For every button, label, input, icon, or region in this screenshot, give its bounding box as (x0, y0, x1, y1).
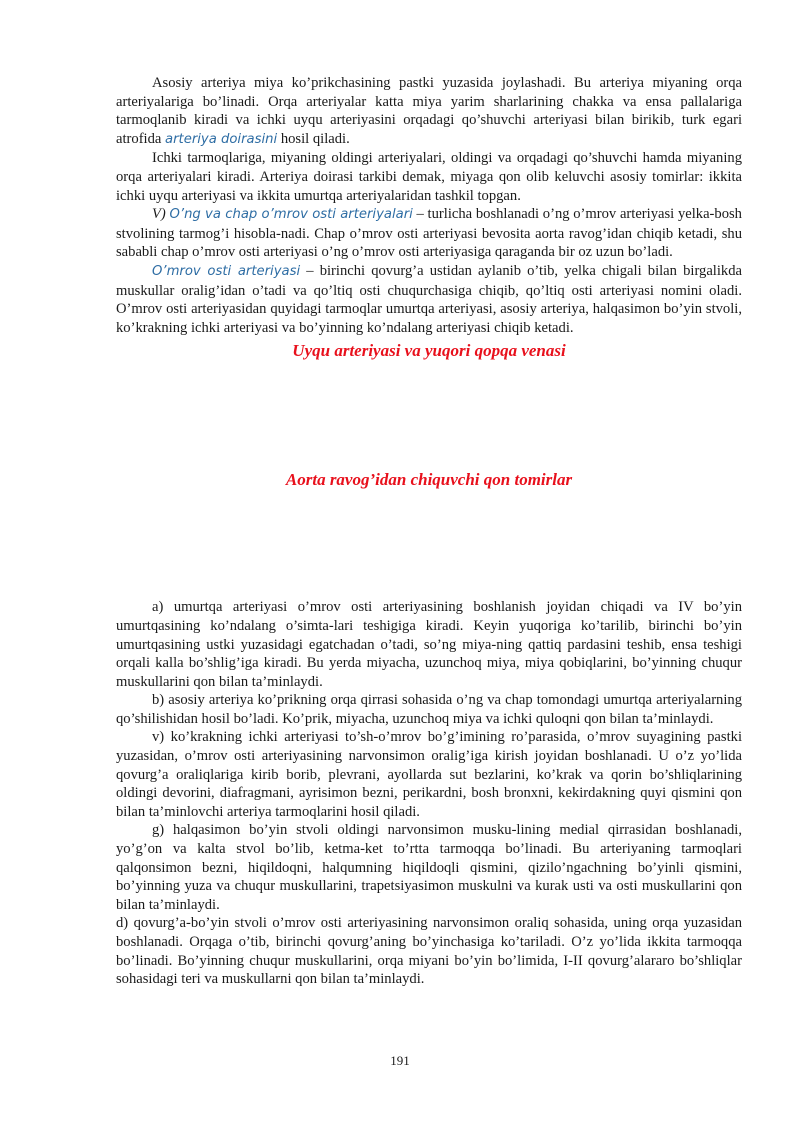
figure-placeholder-1 (116, 362, 742, 469)
paragraph-text: – birinchi qovurg’a ustidan aylanib o’tib, yelka chigali bilan birgalikda muskullar oralig’idan o’tadi va qo’ltiq osti chuqurchasiga chiqib, qo’ltiq osti arteriyasi nomini oladi. O’mrov osti arteriyasidan quyidagi tarmoqlar umurtqa arteriyasi, asosiy arteriya, halqasimon bo’yin stvoli, ko’krakning ichki arteriyasi va bo’yinning ko’ndalang arteriyasi chiqib ketadi. (116, 262, 742, 336)
heading-uyqu-arteriyasi: Uyqu arteriyasi va yuqori qopqa venasi (292, 341, 566, 361)
paragraph-asosiy-arteriya (116, 74, 742, 149)
paragraph-b: b) asosiy arteriya ko’prikning orqa qirrasi sohasida o’ng va chap tomondagi umurtqa arteriyalarning qo’shilishidan hosil bo’ladi. Ko’prik, miyacha, uzunchoq miya va ichki quloqni qon bilan ta’minlaydi. (116, 692, 742, 727)
figure-placeholder-2 (116, 491, 742, 598)
document-page (116, 74, 742, 989)
section-label-v: V) (152, 206, 166, 223)
paragraph-omrov-osti (116, 262, 742, 337)
term-omrov-osti-arteriyasi: O’mrov osti arteriyasi (152, 263, 301, 279)
paragraph-v: v) ko’krakning ichki arteriyasi to’sh-o’mrov bo’g’imining ro’parasida, o’mrov suyagining pastki yuzasidan, o’mrov osti arteriyasining narvonsimon oralig’iga kirish joyidan boshlanadi. U o’z yo’lida qovurg’a oraliqlariga kirib borib, plevrani, ayollarda sut bezlarini, ko’krak va qorin bo’shliqlarining oldingi devorini, diafragmani, ayrisimon bezni, perikardni, bosh bronxni, kekirdakning quyi qismini qon bilan ta’minlovchi arteriya tarmoqlarini hosil qiladi. (116, 729, 742, 820)
paragraph-g: g) halqasimon bo’yin stvoli oldingi narvonsimon musku-lining medial qirrasidan boshlanadi, yo’g’on va kalta stvol bo’lib, ketma-ket to’rtta tarmoqqa bo’linadi. Bu arteriyaning tarmoqlari qalqonsimon bezni, hiqildoqni, halqumning hiqildoqli qismini, qizilo’ngachning bo’yinli qismini, bo’yinning yuza va chuqur muskullarini, trapetsiyasimon muskulni va kurak usti va osti muskullarini qon bilan ta’minlaydi. (116, 822, 742, 913)
paragraph-text: Ichki tarmoqlariga, miyaning oldingi arteriyalari, oldingi va orqadagi qo’shuvchi hamda miyaning orqa arteriyalari kiradi. Arteriya doirasi tarkibi demak, miyaga qon olib keluvchi asosiy tomirlar: ikkita ichki uyqu arteriyasi va ikkita umurtqa arteriyalaridan tashkil topgan. (116, 150, 742, 204)
paragraph-v-section (116, 205, 742, 262)
page-number: 191 (390, 1053, 410, 1068)
paragraph-text: – turlicha boshlanadi o’ng o’mrov arteriyasi yelka-bosh stvolining tarmog’i hisobla-nadi. Chap o’mrov osti arteriyasi bevosita aorta ravog’idan chiqib ketadi, shu sababli chap o’mrov osti arteriyasi o’ng o’mrov osti arteriyasiga qaraganda bir oz uzun bo’ladi. (116, 206, 742, 261)
paragraph-text: hosil qiladi. (280, 130, 350, 147)
term-arteriya-doirasi: arteriya doirasini (165, 131, 278, 147)
term-omrov-osti-arteriyalari: O’ng va chap o’mrov osti arteriyalari (169, 207, 413, 223)
paragraph-text: Asosiy arteriya miya ko’prikchasining pastki yuzasida joylashadi. Bu arteriya miyaning orqa arteriyalariga bo’linadi. Orqa arteriyalar katta miya yarim sharlarining chakka va ensa pallalariga tarmoqlanib kiradi va ichki uyqu arteriyasini orqadagi qo’shuvchi arteriyasi bilan birikib, turk egari atrofida (116, 75, 742, 147)
heading-aorta-ravogi: Aorta ravog’idan chiquvchi qon tomirlar (285, 470, 573, 490)
paragraph-a: a) umurtqa arteriyasi o’mrov osti arteriyasining boshlanish joyidan chiqadi va IV bo’yin umurtqasining ko’ndalang o’simta-lari teshigiga kiradi. Keyin yuqoriga ko’tarilib, birinchi bo’yin umurtqasining ustki yuzasidagi egatchadan o’tadi, so’ng miya-ning qattiq pardasini teshib, ensa teshigi orqali kalla bo’shlig’iga kiradi. Bu yerda miyacha, uzunchoq miya, miya qobiqlarini, bo’yinning chuqur muskullarini qon bilan ta’minlaydi. (116, 599, 742, 690)
paragraph-ichki-tarmoqlar (116, 149, 742, 205)
paragraph-d: d) qovurg’a-bo’yin stvoli o’mrov osti arteriyasining narvonsimon oraliq sohasida, uning orqa yuzasidan boshlanadi. Orqaga o’tib, birinchi qovurg’aning bo’yinchasiga ko’tariladi. O’z yo’lida ikkita tarmoqqa bo’linadi. Bo’yinning chuqur muskullarini, orqa miyani bo’yin bo’limida, I-II qovurg’alararo bo’shliqlar sohasidagi teri va muskullarni qon bilan ta’minlaydi. (116, 915, 742, 988)
